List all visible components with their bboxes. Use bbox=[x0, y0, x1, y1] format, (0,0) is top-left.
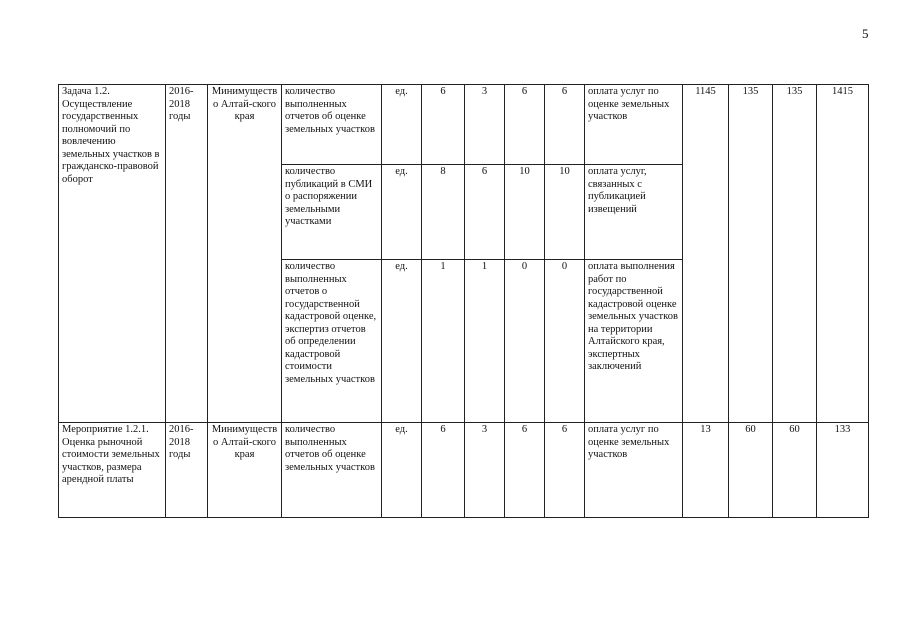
expense-cell: оплата услуг по оценке земельных участков bbox=[585, 85, 683, 165]
indicator-value: 10 bbox=[505, 165, 545, 260]
indicator-value: 6 bbox=[545, 423, 585, 518]
indicator-value: 3 bbox=[465, 85, 505, 165]
task-cell: Мероприятие 1.2.1. Оценка рыночной стоимости земельных участков, размера арендной платы bbox=[59, 423, 166, 518]
indicator-value: 6 bbox=[505, 85, 545, 165]
cost-cell: 13 bbox=[683, 423, 729, 518]
program-table bbox=[58, 84, 869, 518]
cost-cell: 60 bbox=[729, 423, 773, 518]
table-row bbox=[59, 423, 869, 518]
cost-cell: 1145 bbox=[683, 85, 729, 423]
cost-cell: 60 bbox=[773, 423, 817, 518]
indicator-unit: ед. bbox=[382, 260, 422, 423]
executor-cell: Минимущество Алтай-ского края bbox=[208, 423, 282, 518]
expense-cell: оплата выполнения работ по государственной кадастровой оценке земельных участков на территории Алтайского края, экспертных заключений bbox=[585, 260, 683, 423]
indicator-value: 6 bbox=[545, 85, 585, 165]
table-row bbox=[59, 85, 869, 165]
indicator-value: 0 bbox=[545, 260, 585, 423]
expense-cell: оплата услуг, связанных с публикацией извещений bbox=[585, 165, 683, 260]
indicator-unit: ед. bbox=[382, 85, 422, 165]
expense-cell: оплата услуг по оценке земельных участков bbox=[585, 423, 683, 518]
indicator-name: количество выполненных отчетов о государственной кадастровой оценке, экспертиз отчетов об определении кадастровой стоимости земельных участков bbox=[282, 260, 382, 423]
indicator-unit: ед. bbox=[382, 165, 422, 260]
indicator-value: 1 bbox=[465, 260, 505, 423]
period-cell: 2016-2018 годы bbox=[166, 85, 208, 423]
page-number: 5 bbox=[862, 26, 869, 41]
indicator-unit: ед. bbox=[382, 423, 422, 518]
indicator-value: 0 bbox=[505, 260, 545, 423]
indicator-value: 1 bbox=[422, 260, 465, 423]
indicator-value: 8 bbox=[422, 165, 465, 260]
indicator-value: 6 bbox=[422, 85, 465, 165]
cost-cell: 135 bbox=[729, 85, 773, 423]
cost-cell: 1415 bbox=[817, 85, 869, 423]
task-cell: Задача 1.2. Осуществление государственных полномочий по вовлечению земельных участков в гражданско-правовой оборот bbox=[59, 85, 166, 423]
executor-cell: Минимущество Алтай-ского края bbox=[208, 85, 282, 423]
indicator-value: 3 bbox=[465, 423, 505, 518]
indicator-value: 10 bbox=[545, 165, 585, 260]
indicator-value: 6 bbox=[505, 423, 545, 518]
indicator-value: 6 bbox=[465, 165, 505, 260]
cost-cell: 133 bbox=[817, 423, 869, 518]
indicator-name: количество публикаций в СМИ о распоряжении земельными участками bbox=[282, 165, 382, 260]
period-cell: 2016-2018 годы bbox=[166, 423, 208, 518]
cost-cell: 135 bbox=[773, 85, 817, 423]
indicator-value: 6 bbox=[422, 423, 465, 518]
indicator-name: количество выполненных отчетов об оценке земельных участков bbox=[282, 423, 382, 518]
indicator-name: количество выполненных отчетов об оценке земельных участков bbox=[282, 85, 382, 165]
